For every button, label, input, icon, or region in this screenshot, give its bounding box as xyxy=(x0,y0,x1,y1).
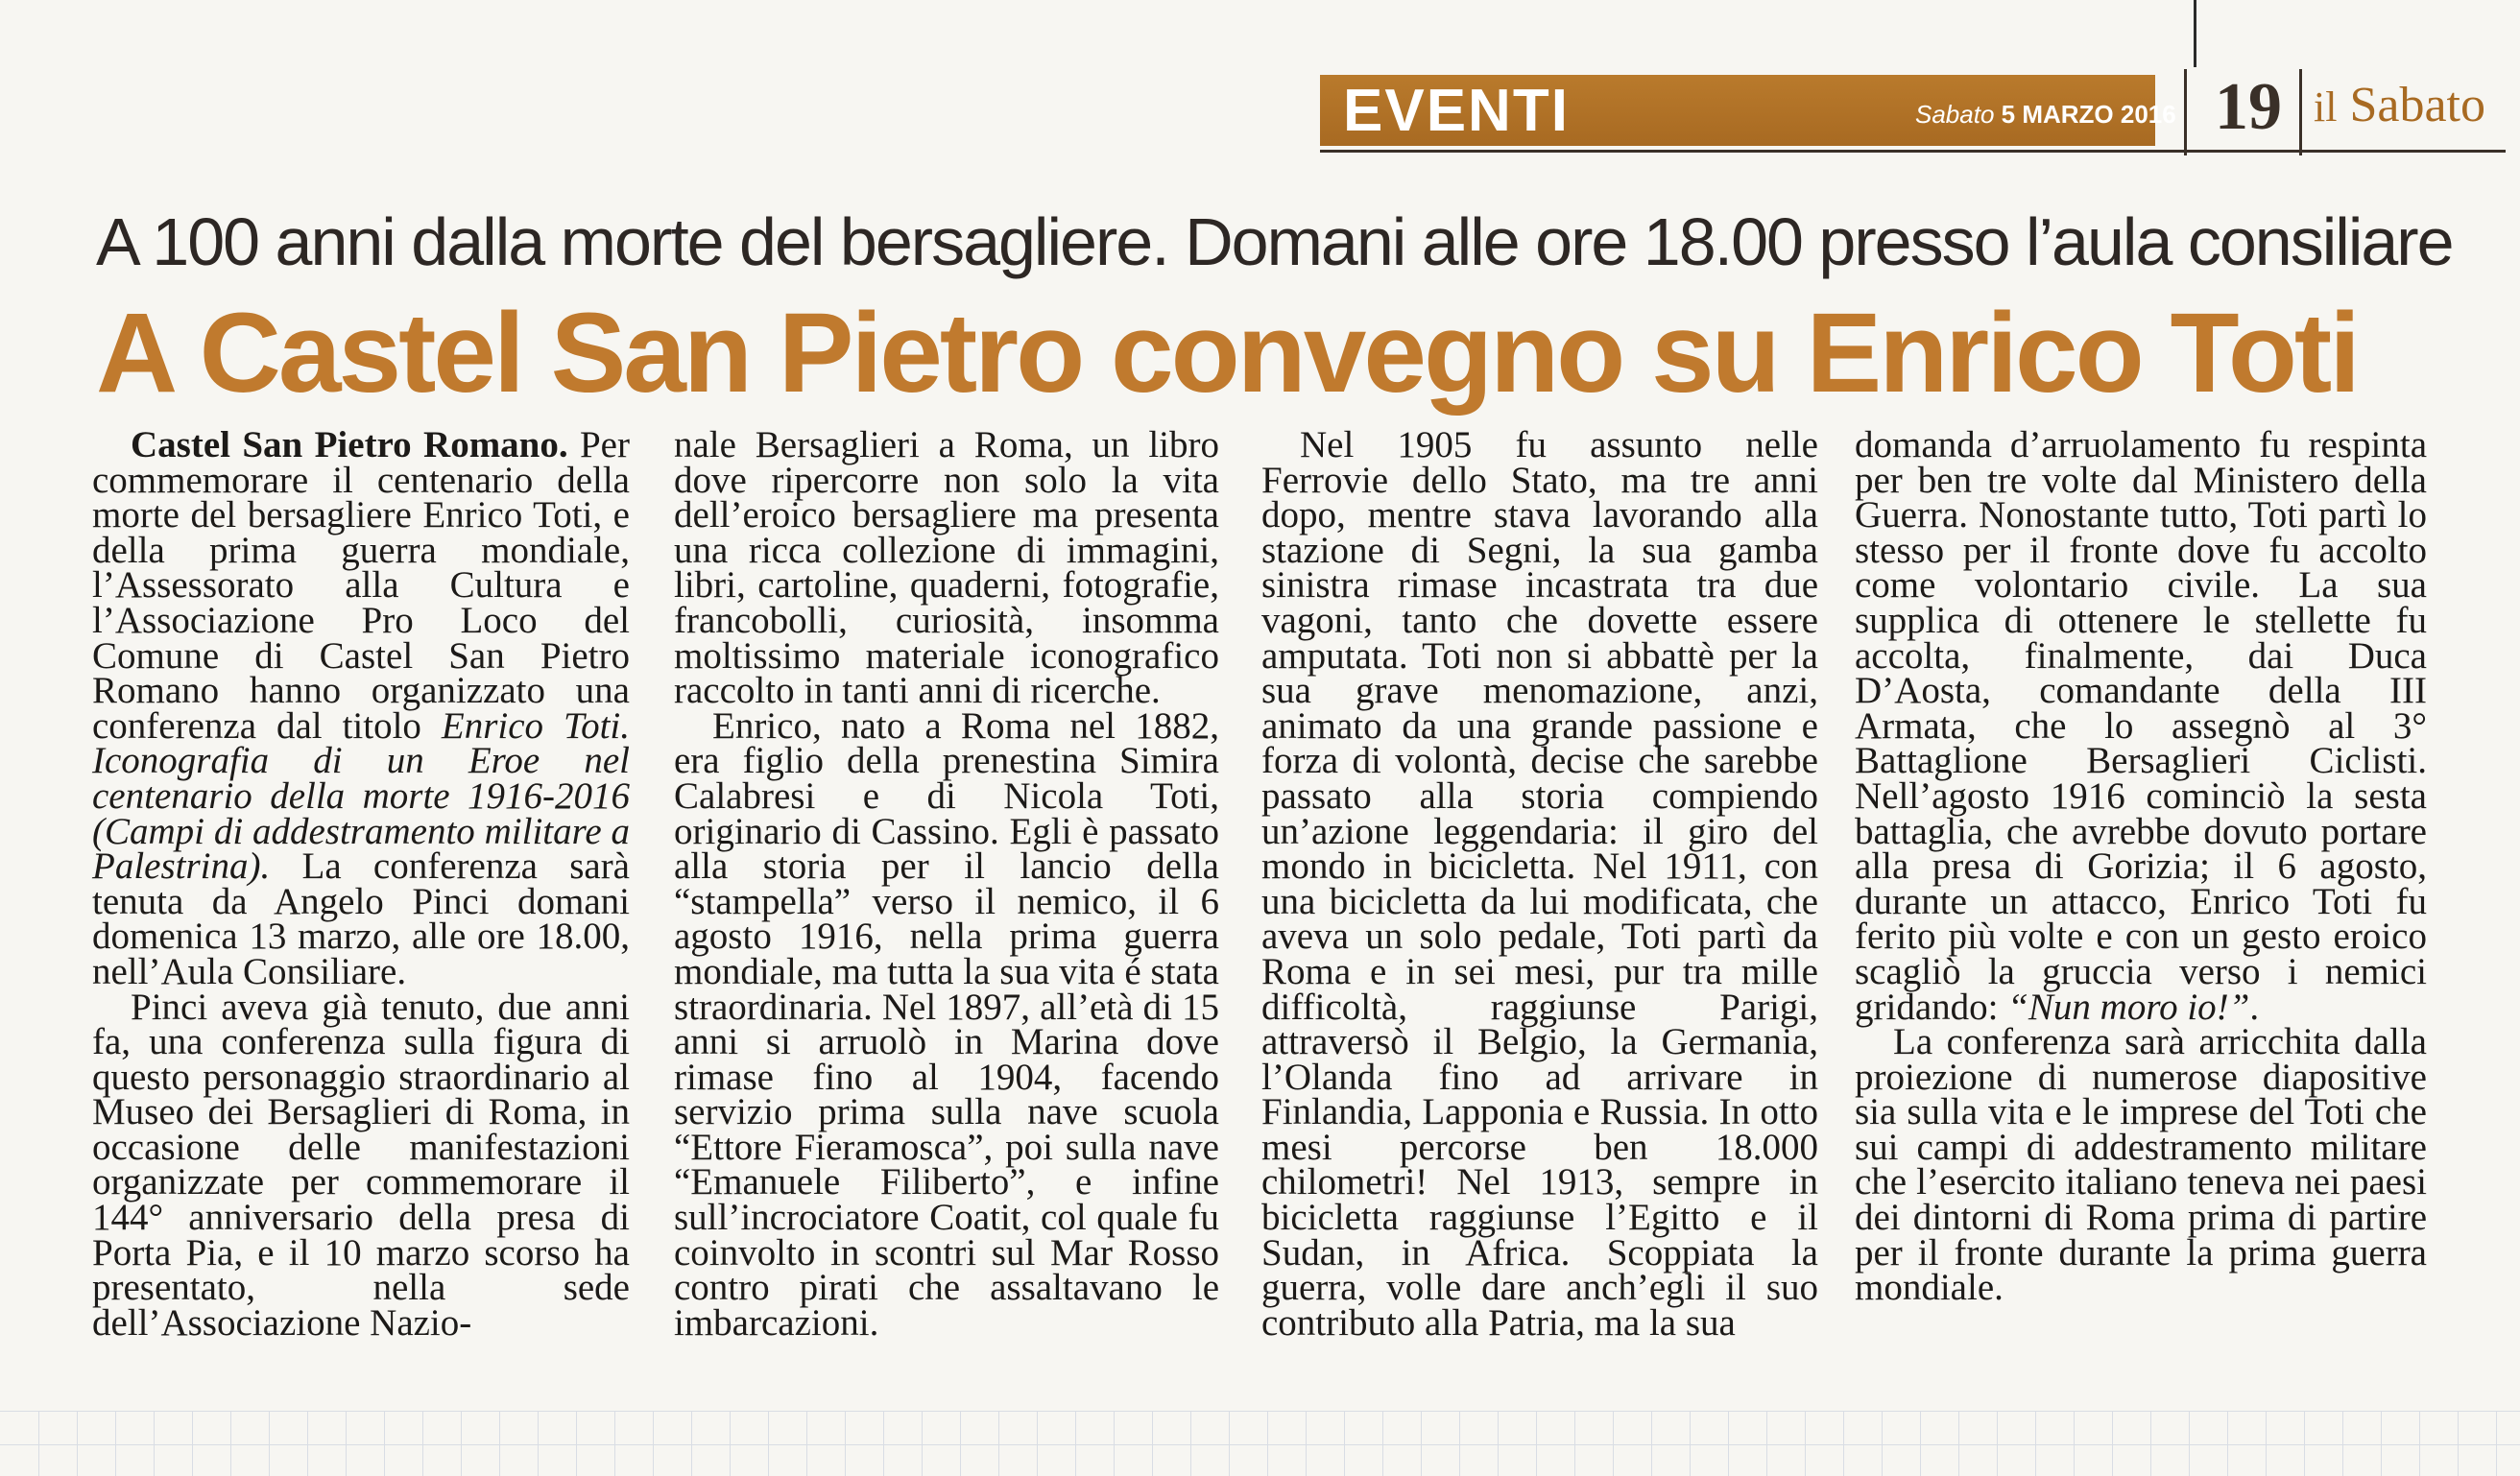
scan-grid-line xyxy=(691,1411,692,1476)
scan-grid-line xyxy=(1267,1411,1268,1476)
scan-grid-line xyxy=(2189,1411,2190,1476)
scan-grid-line xyxy=(422,1411,423,1476)
page-edge-rule xyxy=(2194,0,2196,67)
scan-grid-line xyxy=(1766,1411,1767,1476)
paragraph: Enrico, nato a Roma nel 1882, era figlio della prenestina Simira Calabresi e di Nicola Toti, originario di Cassino. Egli è passato alla storia per il lancio della “stampella” verso il nemico, il 6 agosto 1916, nella prima guerra mondiale, ma tutta la sua vita é stata straordinaria. Nel 1897, all’età di 15 anni si arruolò in Marina dove rimase fino al 1904, facendo servizio prima sulla nave scuola “Ettore Fieramosca”, poi sulla nave “Emanuele Filiberto”, e infine sull’incrociatore Coatit, col quale fu coinvolto in scontri sul Mar Rosso contro pirati che assaltavano le imbarcazioni. xyxy=(674,704,1219,1344)
issue-date xyxy=(1915,100,2176,130)
article-column-4 xyxy=(1855,424,2427,1309)
scan-grid-line xyxy=(1382,1411,1383,1476)
logo-prefix: il xyxy=(2314,83,2338,131)
scan-grid-line xyxy=(1958,1411,1959,1476)
scan-grid-line xyxy=(2458,1411,2459,1476)
article-title: A Castel San Pietro convegno su Enrico Toti xyxy=(96,290,2358,417)
page-number: 19 xyxy=(2215,70,2282,144)
scan-grid-line xyxy=(1306,1411,1307,1476)
scan-grid-line xyxy=(1843,1411,1844,1476)
header-separator xyxy=(2184,69,2187,155)
scan-grid-line xyxy=(1690,1411,1691,1476)
scan-grid-line xyxy=(1574,1411,1575,1476)
scan-grid-line xyxy=(2035,1411,2036,1476)
logo-name: Sabato xyxy=(2349,78,2485,132)
quote: “Nun moro io!” xyxy=(2007,986,2250,1028)
scan-grid-line xyxy=(1114,1411,1115,1476)
scan-grid-line xyxy=(1920,1411,1921,1476)
scan-grid-line xyxy=(2496,1411,2497,1476)
page-header xyxy=(1320,69,2506,155)
paragraph: La conferenza sarà arricchita dalla proiezione di numerose diapositive sia sulla vita e le imprese del Toti che sui campi di addestramento militare che l’esercito italiano teneva nei paesi dei dintorni di Roma prima di partire per il fronte durante la prima guerra mondiale. xyxy=(1855,1021,2427,1309)
scan-grid-line xyxy=(77,1411,78,1476)
scan-grid-line xyxy=(922,1411,923,1476)
paragraph-text: La conferenza sarà tenuta da Angelo Pinci domani domenica 13 marzo, alle ore 18.00, nell’Aula Consiliare. xyxy=(92,845,630,992)
scan-grid-line xyxy=(2112,1411,2113,1476)
scan-grid-line xyxy=(0,1444,2520,1445)
scan-grid-line xyxy=(2304,1411,2305,1476)
paragraph: nale Bersaglieri a Roma, un libro dove ripercorre non solo la vita dell’eroico bersagliere ma presenta una ricca collezione di immagini, libri, cartoline, quaderni, fotografie, francobolli, curiosità, insomma moltissimo materiale iconografico raccolto in tanti anni di ricerche. xyxy=(674,424,1219,712)
scan-grid-line xyxy=(1075,1411,1076,1476)
scan-grid-line xyxy=(960,1411,961,1476)
paragraph: Nel 1905 fu assunto nelle Ferrovie dello Stato, ma tre anni dopo, mentre stava lavorando alla stazione di Segni, la sua gamba sinistra rimase incastrata tra due vagoni, tanto che dovette essere amputata. Toti non si abbattè per la sua grave menomazione, anzi, animato da una grande passione e forza di volontà, decise che sarebbe passato alla storia compiendo un’azione leggendaria: il giro del mondo in bicicletta. Nel 1911, con una bicicletta da lui modificata, che aveva un solo pedale, Toti partì da Roma e in sei mesi, pur tra mille difficoltà, raggiunse Parigi, attraversò il Belgio, la Germania, l’Olanda fino ad arrivare in Finlandia, Lapponia e Russia. In otto mesi percorse ben 18.000 chilometri! Nel 1913, sempre in bicicletta raggiunse l’Egitto e il Sudan, in Africa. Scoppiata la guerra, volle dare anch’egli il suo contributo alla Patria, ma la sua xyxy=(1261,424,1818,1344)
paragraph-text: domanda d’arruolamento fu respinta per ben tre volte dal Ministero della Guerra. Nonostante tutto, Toti partì lo stesso per il fronte dove fu accolto come volontario civile. La sua supplica di ottenere le stellette fu accolta, finalmente, dai Duca D’Aosta, comandante della III Armata, che lo assegnò al 3° Battaglione Bersaglieri Ciclisti. Nell’agosto 1916 cominciò la sesta battaglia, che avrebbe dovuto portare alla presa di Gorizia; il 6 agosto, durante un attacco, Enrico Toti fu ferito più volte e con un gesto eroico scagliò la gruccia verso i nemici gridando: xyxy=(1855,424,2427,1028)
scan-grid-line xyxy=(1498,1411,1499,1476)
scan-grid-line xyxy=(730,1411,731,1476)
scan-grid-line xyxy=(1421,1411,1422,1476)
scan-grid-line xyxy=(461,1411,462,1476)
scan-grid-line xyxy=(384,1411,385,1476)
article-column-2 xyxy=(674,424,1219,1344)
section-banner xyxy=(1320,75,2176,146)
scan-grid-line xyxy=(230,1411,231,1476)
header-separator xyxy=(2299,69,2302,155)
scan-grid-line xyxy=(1613,1411,1614,1476)
scan-grid-line xyxy=(614,1411,615,1476)
scan-grid-line xyxy=(1152,1411,1153,1476)
scan-grid-line xyxy=(1805,1411,1806,1476)
paragraph xyxy=(92,424,631,992)
scan-grid-line xyxy=(998,1411,999,1476)
issue-weekday: Sabato xyxy=(1915,100,1995,129)
newspaper-logo xyxy=(2314,77,2485,133)
scan-grid-line xyxy=(2419,1411,2420,1476)
scan-grid-line xyxy=(38,1411,39,1476)
scan-grid-line xyxy=(0,1411,2520,1412)
scan-grid-line xyxy=(1651,1411,1652,1476)
scan-grid-line xyxy=(346,1411,347,1476)
scan-grid-line xyxy=(115,1411,116,1476)
scan-grid-line xyxy=(2227,1411,2228,1476)
scan-grid-line xyxy=(1037,1411,1038,1476)
article-kicker: A 100 anni dalla morte del bersagliere. Domani alle ore 18.00 presso l’aula consiliare xyxy=(96,204,2453,279)
scan-grid-line xyxy=(154,1411,155,1476)
scan-grid-line xyxy=(1536,1411,1537,1476)
dateline: Castel San Pietro Romano. xyxy=(131,424,568,465)
scan-grid-line xyxy=(2266,1411,2267,1476)
scan-grid-line xyxy=(2381,1411,2382,1476)
scan-grid-line xyxy=(192,1411,193,1476)
paragraph: Pinci aveva già tenuto, due anni fa, una conferenza sulla figura di questo personaggio straordinario al Museo dei Bersaglieri di Roma, in occasione delle manifestazioni organizzate per commemorare il 144° anniversario della presa di Porta Pia, e il 10 marzo scorso ha presentato, nella sede dell’Associazione Nazio- xyxy=(92,986,630,1344)
scan-grid-line xyxy=(2074,1411,2075,1476)
scan-grid-line xyxy=(499,1411,500,1476)
scan-grid-line xyxy=(653,1411,654,1476)
conference-title: Enrico Toti. Iconografia di un Eroe nel centenario della morte 1916-2016 (Campi di addestramento militare a Palestrina). xyxy=(92,704,631,888)
section-label: EVENTI xyxy=(1343,78,1570,144)
scan-grid-line xyxy=(1190,1411,1191,1476)
scan-grid-line xyxy=(269,1411,270,1476)
scan-grid-line xyxy=(307,1411,308,1476)
scan-grid-line xyxy=(768,1411,769,1476)
scan-grid-line xyxy=(1997,1411,1998,1476)
article-column-3 xyxy=(1261,424,1818,1344)
scan-grid-line xyxy=(883,1411,884,1476)
scan-grid-line xyxy=(2150,1411,2151,1476)
scan-grid-line xyxy=(1344,1411,1345,1476)
article-column-1 xyxy=(92,424,631,1344)
scan-grid-line xyxy=(2342,1411,2343,1476)
scan-grid-line xyxy=(538,1411,539,1476)
scan-grid-line xyxy=(1728,1411,1729,1476)
issue-date-value: 5 MARZO 2016 xyxy=(2001,100,2176,129)
scan-grid-line xyxy=(1882,1411,1883,1476)
scan-grid-line xyxy=(576,1411,577,1476)
paragraph-text: . xyxy=(2249,986,2260,1028)
header-rule xyxy=(1320,150,2506,153)
paragraph-text: Per commemorare il centenario della morte del bersagliere Enrico Toti, e della prima guerra mondiale, l’Assessorato alla Cultura e l’Associazione Pro Loco del Comune di Castel San Pietro Romano hanno organizzato una conferenza dal titolo xyxy=(92,424,630,747)
paragraph xyxy=(1855,424,2427,1028)
scan-grid-line xyxy=(845,1411,846,1476)
scan-grid-line xyxy=(806,1411,807,1476)
scan-grid-line xyxy=(1459,1411,1460,1476)
scan-grid-line xyxy=(1229,1411,1230,1476)
